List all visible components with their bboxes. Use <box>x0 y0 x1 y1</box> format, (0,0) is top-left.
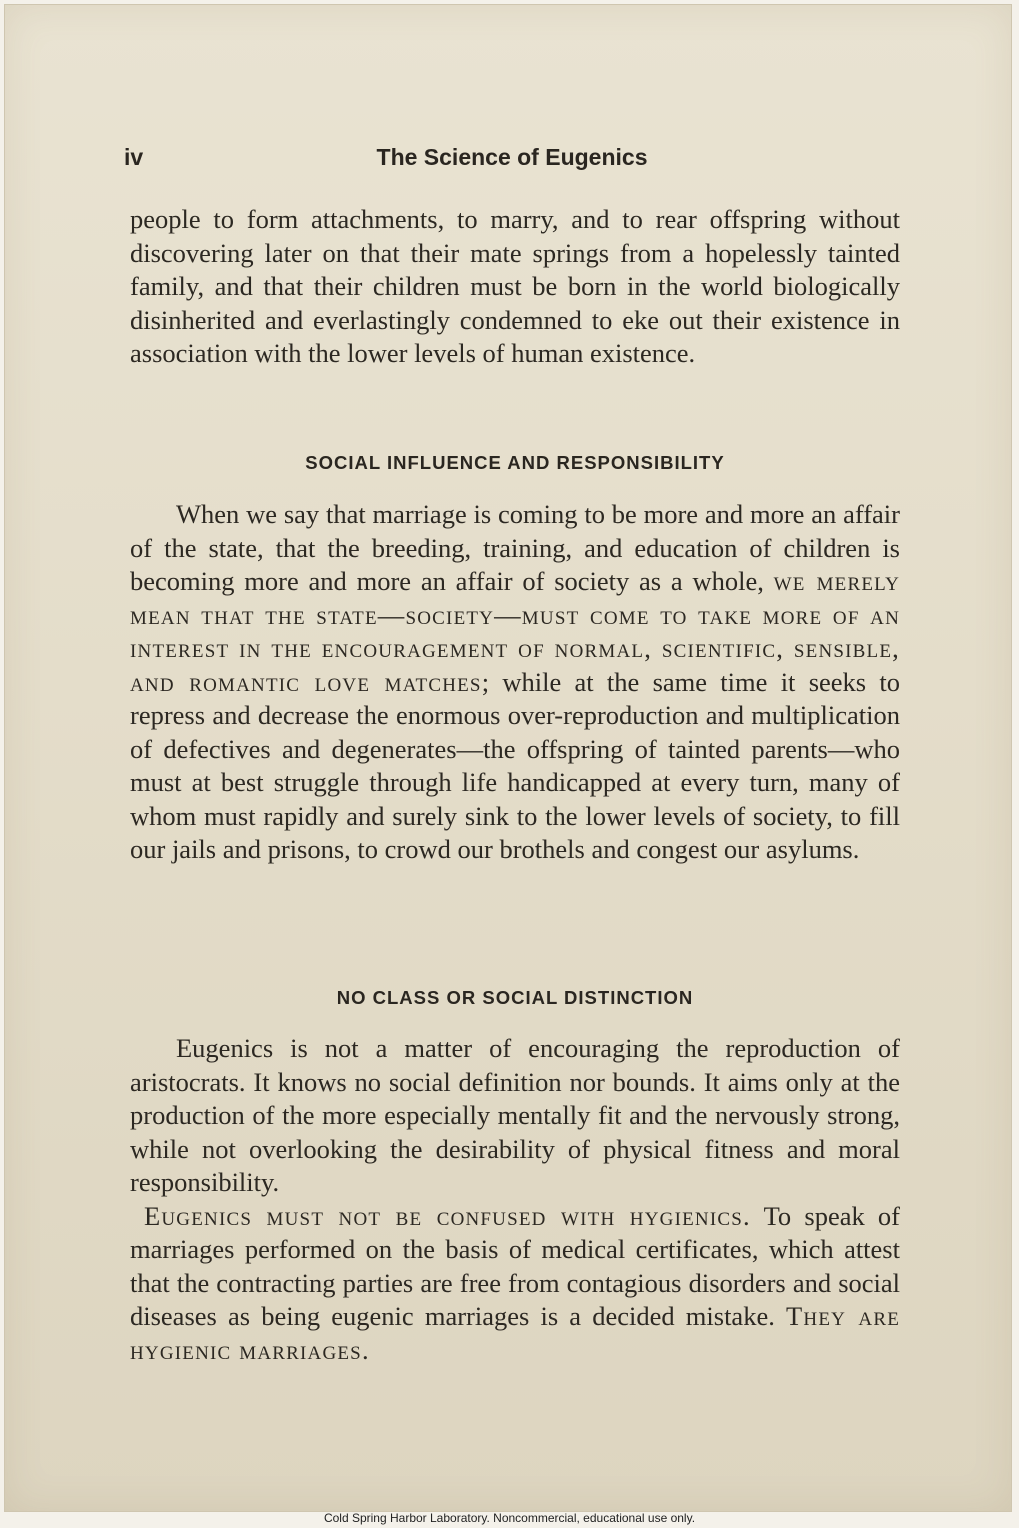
running-title: The Science of Eugenics <box>376 144 648 170</box>
section2-paragraph-2 <box>130 1200 900 1368</box>
section-heading-no-class: NO CLASS OR SOCIAL DISTINCTION <box>336 987 694 1008</box>
section1-text-end: ; while at the same time it seeks to repress and decrease the enormous over-reproduction and multiplication of defectives and degenerates—the offspring of tainted parents—who must at best struggle through life handicapped at every turn, many of whom must rapidly and surely sink to the lower levels of society, to fill our jails and prisons, to crowd our brothels and congest our asylums. <box>130 666 900 864</box>
intro-paragraph-block <box>130 203 900 371</box>
section1-smallcaps-emphasis: we merely mean that the state—society—must come to take more of an interest in the encouragement of normal, scientific, sensible, and romantic love matches <box>130 566 900 697</box>
section1-paragraph <box>130 498 900 867</box>
section2-smallcaps-start: Eugenics must not be confused with hygienics. <box>144 1200 751 1231</box>
running-head <box>124 140 900 180</box>
section2-paragraph-1: Eugenics is not a matter of encouraging the reproduction of aristocrats. It knows no social definition nor bounds. It aims only at the production of the more especially mentally fit and the nervously strong, while not overlooking the desirability of physical fitness and moral responsibility. <box>130 1033 900 1197</box>
section2-smallcaps-end: They are hygienic marriages. <box>130 1301 901 1365</box>
section2-text-middle: To speak of marriages performed on the basis of medical certificates, which attest that the contracting parties are free from contagious disorders and social diseases as being eugenic marriages is a decided mistake. <box>130 1200 901 1331</box>
intro-paragraph: people to form attachments, to marry, and to rear offspring without discovering later on that their mate springs from a hopelessly tainted family, and that their children must be born in the world biologically disinherited and everlastingly condemned to eke out their existence in association with the lower levels of human existence. <box>130 204 900 368</box>
credit-line: Cold Spring Harbor Laboratory. Noncommercial, educational use only. <box>323 1511 696 1525</box>
section-heading-social-influence: SOCIAL INFLUENCE AND RESPONSIBILITY <box>305 452 725 473</box>
section1-text-start: When we say that marriage is coming to be more and more an affair of the state, that the breeding, training, and education of children is becoming more and more an affair of society as a whole, <box>130 499 900 596</box>
section1-body <box>130 498 900 867</box>
section2-body <box>130 1032 900 1367</box>
page-number: iv <box>124 144 144 170</box>
